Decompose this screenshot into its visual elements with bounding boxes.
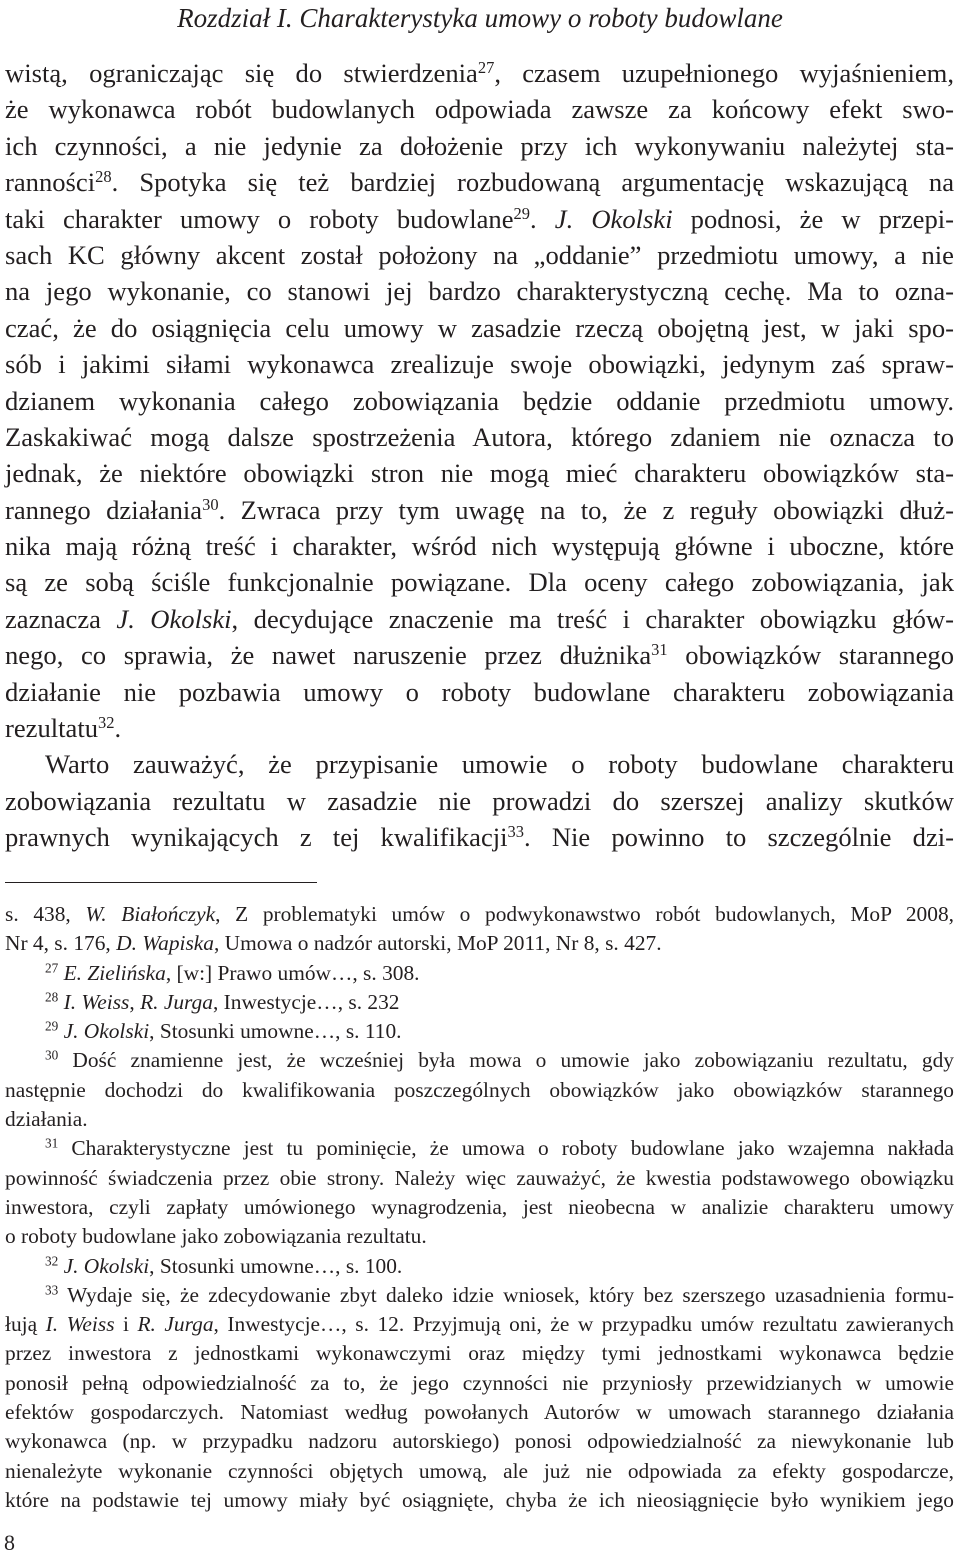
footnote-28: $^{28}$ I. Weiss, R. Jurga, Inwestycje…, s. 232: [45, 989, 400, 1014]
footnotes: [5, 900, 954, 1515]
footnote-line: efektów gospodarczych. Natomiast według powołanych Autorów w umowach starannego działania: [5, 1400, 954, 1425]
footnote-ref: 27: [477, 57, 495, 77]
text-line: ich czynności, a nie jedynie za dołożenie przy ich wykonywaniu należytej sta-: [5, 130, 954, 161]
footnote-line: które na podstawie tej umowy miały być osiągnięte, chyba że ich nieosiągnięcie było wynikiem jego: [5, 1487, 954, 1512]
author-name: J. Okolski: [554, 203, 673, 234]
footnote-29: $^{29}$ J. Okolski, Stosunki umowne…, s. 110.: [45, 1018, 402, 1044]
footnote-line: Nr 4, s. 176, D. Wapiska, Umowa o nadzór autorski, MoP 2011, Nr 8, s. 427.: [5, 931, 662, 956]
footnote-line: o roboty budowlane jako zobowiązania rezultatu.: [5, 1224, 427, 1249]
text-line: na jego wykonanie, co stanowi jej bardzo charakterystyczną cechę. Ma to ozna-: [5, 276, 954, 307]
text-line: ranności$^{28}$. Spotyka się też bardziej rozbudowaną argumentację wskazującą na: [5, 167, 954, 198]
footnote-separator: [5, 882, 317, 883]
page-number: 8: [4, 1530, 15, 1555]
main-text: [5, 55, 954, 856]
footnote-30: $^{30}$ Dość znamienne jest, że wcześniej była mowa o umowie jako zobowiązaniu rezultatu, gdy: [45, 1048, 954, 1073]
text-line: Zaskakiwać mogą dalsze spostrzeżenia Autora, którego zdaniem nie oznacza to: [5, 421, 954, 452]
text-line: rannego działania$^{30}$. Zwraca przy tym uwagę na to, że z reguły obowiązki dłuż-: [5, 494, 955, 525]
footnote-line: przez inwestora z jednostkami wykonawczymi oraz między tymi jednostkami wykonawca będzie: [5, 1341, 954, 1366]
footnote-line: powinność świadczenia przez obie strony. Należy więc zauważyć, że kwestia podstawowego obowiązku: [5, 1165, 954, 1190]
footnote-line: następnie dochodzi do kwalifikowania poszczególnych obowiązków jako obowiązków starannego: [5, 1077, 954, 1102]
footnote-ref: 31: [651, 640, 668, 660]
text-line: wistą, ograniczając się do stwierdzenia$^{27}$, czasem uzupełnionego wyjaśnieniem,: [5, 57, 955, 88]
footnote-line: łują I. Weiss i R. Jurga, Inwestycje…, s. 12. Przyjmują oni, że w przypadku umów rezultatu zawieranych: [5, 1312, 954, 1337]
footnote-line: działania.: [5, 1107, 88, 1132]
footnote-32: $^{32}$ J. Okolski, Stosunki umowne…, s. 100.: [45, 1253, 403, 1278]
footnote-31: $^{31}$ Charakterystyczne jest tu pominięcie, że umowa o roboty budowlane jako wzajemna nakłada: [45, 1136, 954, 1161]
author-name: J. Okolski: [116, 603, 232, 634]
text-line: są ze sobą ściśle funkcjonalnie powiązane. Dla oceny całego zobowiązania, jak: [5, 567, 954, 598]
text-line: Warto zauważyć, że przypisanie umowie o roboty budowlane charakteru: [45, 749, 954, 780]
text-line: taki charakter umowy o roboty budowlane$^{29}$. J. Okolski podnosi, że w przepi-: [5, 203, 954, 234]
footnote-ref: 30: [202, 494, 219, 514]
text-line: prawnych wynikających z tej kwalifikacji$^{33}$. Nie powinno to szczególnie dzi-: [5, 822, 954, 853]
running-header: Rozdział I. Charakterystyka umowy o roboty budowlane: [177, 3, 783, 33]
footnote-line: ponosił pełną odpowiedzialność za to, że jego czynności nie przyniosły przewidzianych w umowie: [5, 1370, 954, 1395]
text-line: jednak, że niektóre obowiązki stron nie mogą mieć charakteru obowiązków sta-: [5, 458, 954, 489]
footnote-line: wykonawca (np. w przypadku nadzoru autorskiego) ponosi odpowiedzialność za niewykonanie lub: [5, 1429, 954, 1454]
text-line: działanie nie pozbawia umowy o roboty budowlane charakteru zobowiązania: [5, 676, 954, 707]
footnote-line: nienależyte wykonanie czynności objętych umową, ale już nie odpowiada za efekty gospodarcze,: [5, 1458, 954, 1483]
text-line: zaznacza J. Okolski, decydujące znaczenie ma treść i charakter obowiązku głów-: [5, 603, 954, 634]
text-line: dzianem wykonania całego zobowiązania będzie oddanie przedmiotu umowy.: [5, 385, 954, 416]
text-line: sach KC główny akcent został położony na „oddanie” przedmiotu umowy, a nie: [5, 239, 954, 270]
footnote-ref: 28: [95, 167, 112, 187]
footnote-33: $^{33}$ Wydaje się, że zdecydowanie zbyt daleko idzie wniosek, który bez szerszego uzasadnienia formu-: [45, 1282, 954, 1307]
footnote-line: inwestora, czyli zapłaty umówionego wynagrodzenia, jest nieobecna w analizie charakteru umowy: [5, 1194, 954, 1219]
text-line: nika mają różną treść i charakter, wśród nich występują główne i uboczne, które: [5, 531, 954, 562]
text-line: sób i jakimi siłami wykonawca zrealizuje swoje obowiązki, jedynym zaś spraw-: [5, 349, 954, 380]
footnote-ref: 33: [507, 822, 525, 842]
footnote-ref: 29: [513, 203, 531, 223]
footnote-27: $^{27}$ E. Zielińska, [w:] Prawo umów…, s. 308.: [45, 960, 420, 985]
text-line: że wykonawca robót budowlanych odpowiada zawsze za końcowy efekt swo-: [5, 94, 954, 125]
footnote-line: s. 438, W. Białończyk, Z problematyki umów o podwykonawstwo robót budowlanych, MoP 2008,: [5, 902, 954, 926]
footnote-ref: 32: [98, 712, 115, 732]
text-line: nego, co sprawia, że nawet naruszenie przez dłużnika$^{31}$ obowiązków starannego: [5, 640, 954, 671]
text-line: rezultatu$^{32}$.: [5, 712, 122, 744]
text-line: czać, że do osiągnięcia celu umowy w zasadzie rzeczą obojętną jest, w jaki spo-: [5, 312, 954, 343]
text-line: zobowiązania rezultatu w zasadzie nie prowadzi do szerszej analizy skutków: [5, 785, 954, 816]
